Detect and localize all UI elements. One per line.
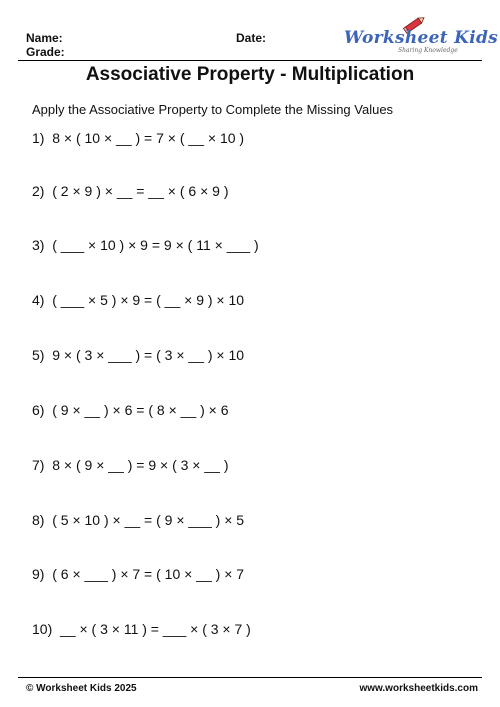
worksheet-header: [0, 0, 500, 60]
logo-tagline: Sharing Knowledge: [398, 47, 458, 54]
name-label: Name:: [26, 31, 63, 45]
problem-6: 6) ( 9 × __ ) × 6 = ( 8 × __ ) × 6: [32, 402, 229, 418]
problem-8: 8) ( 5 × 10 ) × __ = ( 9 × ___ ) × 5: [32, 512, 245, 528]
date-label: Date:: [236, 31, 267, 45]
logo-text: Worksheet Kids: [344, 28, 499, 48]
footer-copyright: © Worksheet Kids 2025: [26, 683, 137, 694]
instructions: Apply the Associative Property to Complete the Missing Values: [32, 102, 394, 117]
problem-5: 5) 9 × ( 3 × ___ ) = ( 3 × __ ) × 10: [32, 347, 245, 363]
problem-2: 2) ( 2 × 9 ) × __ = __ × ( 6 × 9 ): [32, 183, 229, 199]
problem-1: 1) 8 × ( 10 × __ ) = 7 × ( __ × 10 ): [32, 130, 245, 146]
page-title: Associative Property - Multiplication: [85, 64, 415, 85]
footer-website: www.worksheetkids.com: [359, 683, 478, 694]
footer-divider: [18, 677, 482, 678]
problem-10: 10) __ × ( 3 × 11 ) = ___ × ( 3 × 7 ): [32, 621, 251, 637]
worksheet-kids-logo: [338, 13, 499, 57]
header-divider: [18, 60, 482, 61]
problem-3: 3) ( ___ × 10 ) × 9 = 9 × ( 11 × ___ ): [32, 237, 259, 253]
problem-9: 9) ( 6 × ___ ) × 7 = ( 10 × __ ) × 7: [32, 566, 245, 582]
problem-4: 4) ( ___ × 5 ) × 9 = ( __ × 9 ) × 10: [32, 292, 245, 308]
grade-label: Grade:: [26, 45, 65, 59]
problem-7: 7) 8 × ( 9 × __ ) = 9 × ( 3 × __ ): [32, 457, 229, 473]
